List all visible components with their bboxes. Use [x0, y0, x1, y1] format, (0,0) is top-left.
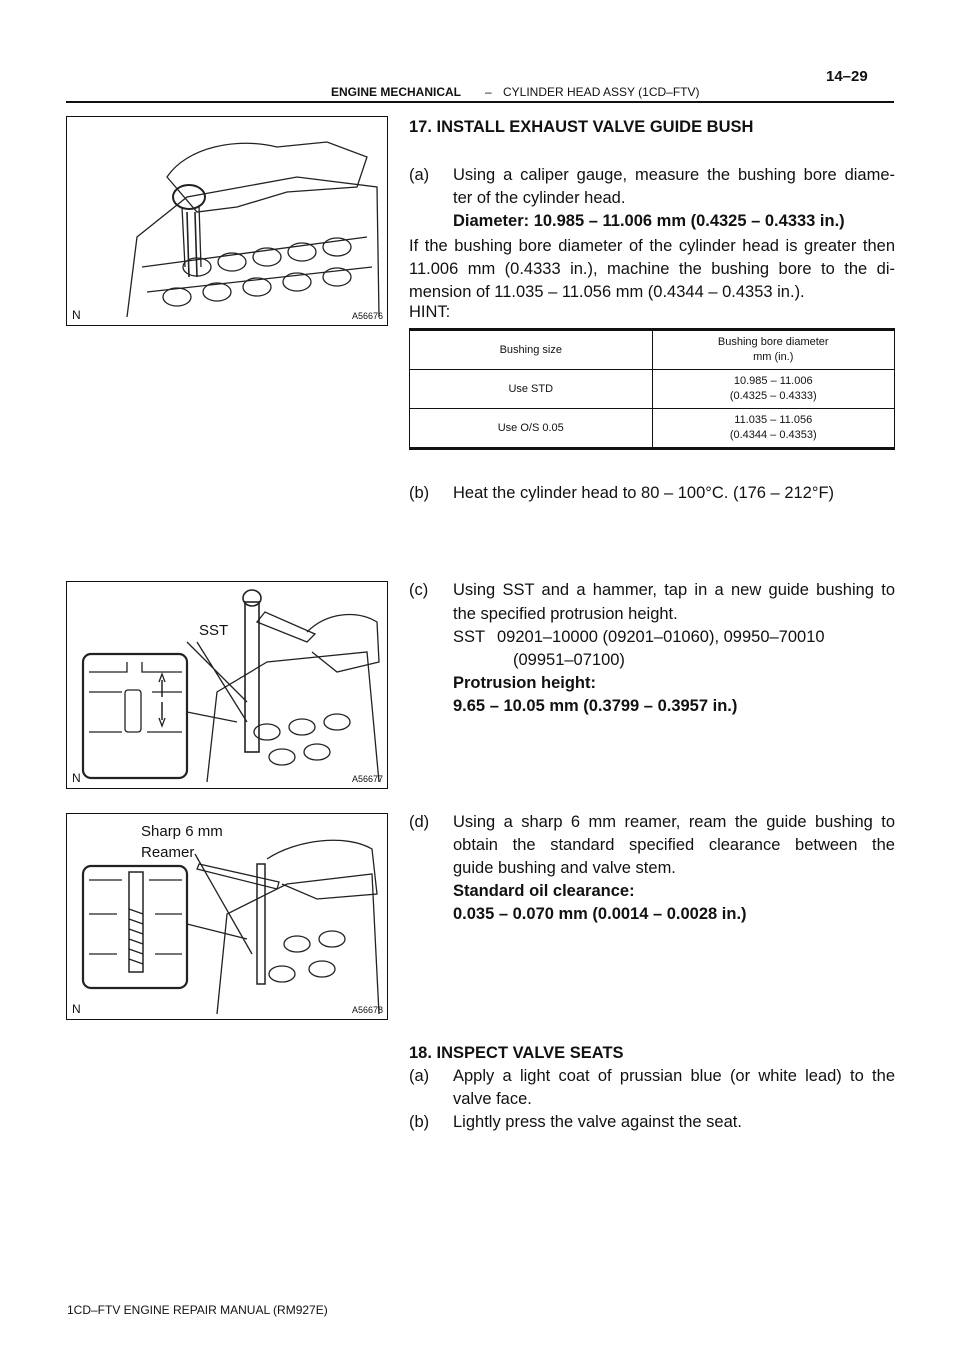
- table-header-bore-diameter: [652, 330, 895, 370]
- figure-label-sharp-6mm: Sharp 6 mm: [141, 823, 223, 840]
- figure-code: A56678: [351, 1005, 383, 1015]
- step-18b-text: Lightly press the valve against the seat.: [453, 1113, 742, 1131]
- step-17a-label: (a): [409, 166, 430, 184]
- table-header-bore-diameter-text: Bushing bore diameter: [717, 336, 829, 348]
- step-17b-label: (b): [409, 484, 430, 502]
- step-17c-spec: 9.65 – 10.05 mm (0.3799 – 0.3957 in.): [453, 697, 738, 715]
- step-17c-label: (c): [409, 581, 429, 599]
- step-17c-sst-label: SST: [453, 628, 486, 646]
- header-subsection-title: CYLINDER HEAD ASSY (1CD–FTV): [503, 85, 700, 99]
- table-row: [410, 370, 895, 409]
- table-cell-size: Use STD: [410, 370, 653, 409]
- caliper-gauge-illustration: [67, 117, 387, 325]
- table-cell-range-mm: 10.985 – 11.006: [733, 375, 813, 387]
- table-cell-range-in: (0.4344 – 0.4353): [729, 429, 817, 441]
- step-17d-spec-title: Standard oil clearance:: [453, 882, 635, 900]
- step-17c-sst-numbers: 09201–10000 (09201–01060), 09950–70010: [497, 628, 825, 646]
- step-18-title: 18. INSPECT VALVE SEATS: [409, 1044, 624, 1062]
- step-17a-spec: Diameter: 10.985 – 11.006 mm (0.4325 – 0.4333 in.): [453, 212, 845, 230]
- figure-reamer: [66, 813, 388, 1020]
- table-header-unit: mm (in.): [753, 351, 794, 363]
- step-17c-spec-title: Protrusion height:: [453, 674, 596, 692]
- sst-hammer-illustration: [67, 582, 387, 788]
- step-17-note-line1: If the bushing bore diameter of the cylinder head is greater then: [409, 237, 895, 255]
- step-17-title: 17. INSTALL EXHAUST VALVE GUIDE BUSH: [409, 118, 754, 136]
- figure-orientation-mark: N: [72, 1002, 81, 1016]
- figure-code: A56677: [351, 774, 383, 784]
- figure-code: A56676: [351, 311, 383, 321]
- step-17-note-line2: 11.006 mm (0.4333 in.), machine the bushing bore to the di-: [409, 260, 895, 278]
- step-17c-line2: the specified protrusion height.: [453, 605, 678, 623]
- table-cell-diameter: [652, 409, 895, 449]
- step-17a-line1: Using a caliper gauge, measure the bushing bore diame-: [453, 166, 895, 184]
- step-17c-sst-numbers-2: (09951–07100): [513, 651, 625, 669]
- step-17d-line2: obtain the standard specified clearance between the: [453, 836, 895, 854]
- table-cell-range-mm: 11.035 – 11.056: [734, 414, 813, 426]
- table-cell-size: Use O/S 0.05: [410, 409, 653, 449]
- header-section-title: ENGINE MECHANICAL: [331, 85, 462, 99]
- step-17d-spec: 0.035 – 0.070 mm (0.0014 – 0.0028 in.): [453, 905, 747, 923]
- bushing-size-table: [409, 328, 895, 450]
- step-17d-line1: Using a sharp 6 mm reamer, ream the guide bushing to: [453, 813, 895, 831]
- table-cell-diameter: [652, 370, 895, 409]
- figure-sst-hammer: [66, 581, 388, 789]
- step-17b-text: Heat the cylinder head to 80 – 100°C. (176 – 212°F): [453, 484, 835, 502]
- table-cell-range-in: (0.4325 – 0.4333): [729, 390, 817, 402]
- step-18a-line2: valve face.: [453, 1090, 532, 1108]
- reamer-illustration: [67, 814, 387, 1019]
- step-17c-line1: Using SST and a hammer, tap in a new guide bushing to: [453, 581, 895, 599]
- step-17d-label: (d): [409, 813, 430, 831]
- table-header-row: [410, 330, 895, 370]
- step-18a-label: (a): [409, 1067, 430, 1085]
- step-17d-line3: guide bushing and valve stem.: [453, 859, 676, 877]
- table-row: [410, 409, 895, 449]
- figure-orientation-mark: N: [72, 308, 81, 322]
- header-dash: –: [485, 85, 492, 99]
- footer-manual-title: 1CD–FTV ENGINE REPAIR MANUAL (RM927E): [67, 1303, 328, 1317]
- page-number: 14–29: [826, 68, 868, 85]
- step-17-note-line3: mension of 11.035 – 11.056 mm (0.4344 – 0.4353 in.).: [409, 283, 805, 301]
- step-18b-label: (b): [409, 1113, 430, 1131]
- header-rule: [66, 101, 894, 103]
- figure-label-sst: SST: [199, 622, 229, 639]
- figure-label-reamer: Reamer: [141, 844, 195, 861]
- table-header-bushing-size: Bushing size: [410, 330, 653, 370]
- step-18a-line1: Apply a light coat of prussian blue (or white lead) to the: [453, 1067, 895, 1085]
- figure-caliper-gauge: [66, 116, 388, 326]
- figure-orientation-mark: N: [72, 771, 81, 785]
- step-17a-line2: ter of the cylinder head.: [453, 189, 626, 207]
- hint-label: HINT:: [409, 303, 451, 321]
